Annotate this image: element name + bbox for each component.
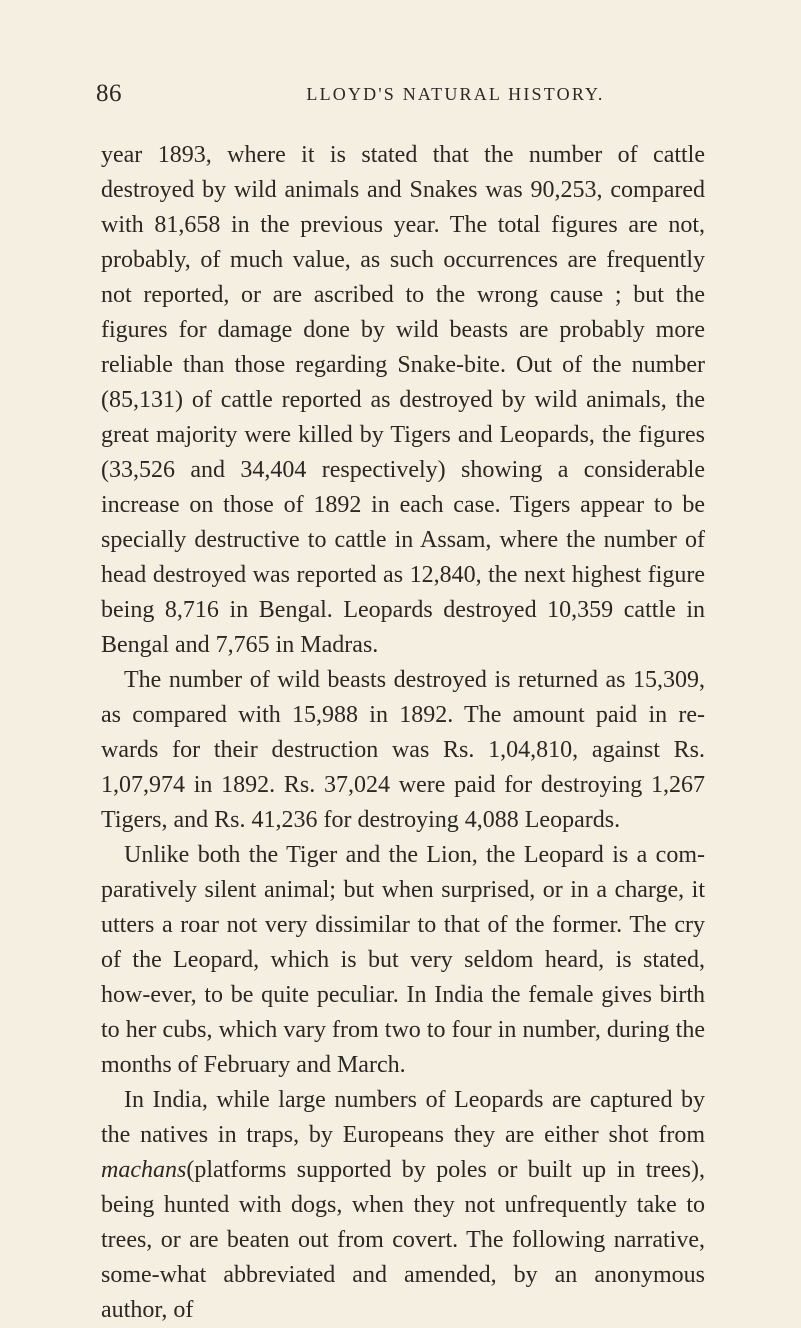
paragraph-text-start: In India, while large numbers of Leopards are captured by the natives in traps, by Europeans they are either shot from bbox=[101, 1087, 705, 1148]
paragraph-leopard-voice: Unlike both the Tiger and the Lion, the Leopard is a com-paratively silent animal; but when surprised, or in a charge, it utters a roar not very dissimilar to that of the former. The cry of the Leopard, which is but very seldom heard, is stated, how-ever, to be quite peculiar. In India the female gives birth to her cubs, which vary from two to four in number, during the months of February and March. bbox=[101, 842, 705, 1078]
italic-term-machans: machans bbox=[101, 1157, 187, 1183]
page-number: 86 bbox=[96, 80, 122, 107]
page-header bbox=[0, 80, 801, 114]
paragraph-cattle-statistics: year 1893, where it is stated that the number of cattle destroyed by wild animals and Snakes was 90,253, compared with 81,658 in the previous year. The total figures are not, probably, of much value, as such occurrences are frequently not reported, or are ascribed to the wrong cause ; but the figures for damage done by wild beasts are probably more reliable than those regarding Snake-bite. Out of the number (85,131) of cattle reported as destroyed by wild animals, the great majority were killed by Tigers and Leopards, the figures (33,526 and 34,404 respectively) showing a considerable increase on those of 1892 in each case. Tigers appear to be specially destructive to cattle in Assam, where the number of head destroyed was reported as 12,840, the next highest figure being 8,716 in Bengal. Leopards destroyed 10,359 cattle in Bengal and 7,765 in Madras. bbox=[101, 142, 705, 658]
running-head: LLOYD'S NATURAL HISTORY. bbox=[306, 84, 605, 104]
paragraph-text-end: (platforms supported by poles or built up in trees), being hunted with dogs, when they not unfrequently take to trees, or are beaten out from covert. The following narrative, some-what abbreviated and amended, by an anonymous author, of bbox=[101, 1157, 705, 1323]
paragraph-wild-beasts-destroyed: The number of wild beasts destroyed is returned as 15,309, as compared with 15,988 in 1892. The amount paid in re-wards for their destruction was Rs. 1,04,810, against Rs. 1,07,974 in 1892. Rs. 37,024 were paid for destroying 1,267 Tigers, and Rs. 41,236 for destroying 4,088 Leopards. bbox=[101, 667, 705, 833]
body-text bbox=[101, 138, 705, 1328]
paragraph-leopard-hunting bbox=[101, 1083, 705, 1328]
